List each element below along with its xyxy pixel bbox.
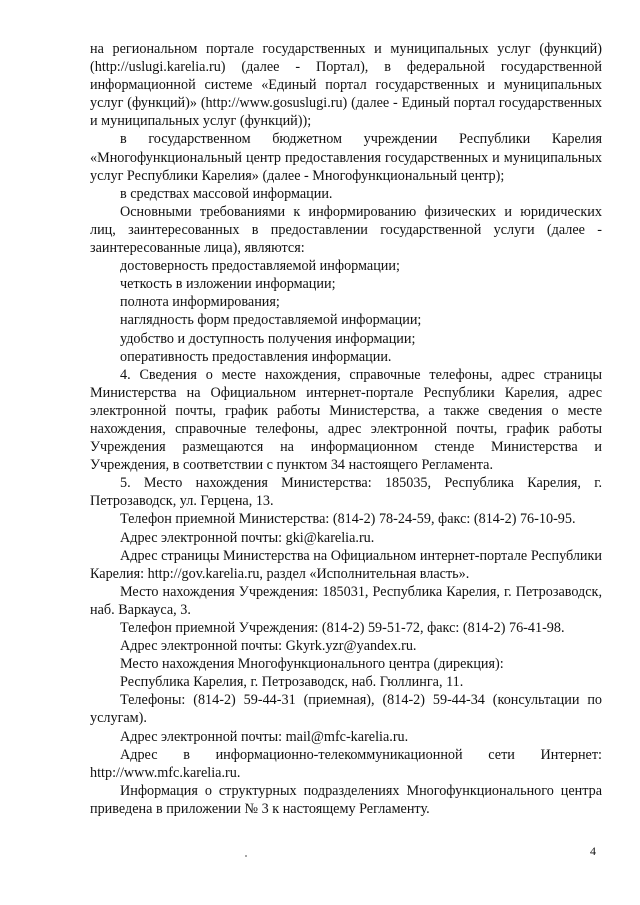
institution-location: Место нахождения Учреждения: 185031, Республика Карелия, г. Петрозаводск, наб. Варкауса, 3. [90,583,602,618]
mfc-address: Республика Карелия, г. Петрозаводск, наб. Гюллинга, 11. [120,674,464,691]
list-item: полнота информирования; [120,294,280,311]
paragraph-requirements: Основными требованиями к информированию физических и юридических лиц, заинтересованных в предоставлении государственной услуги (далее - заинтересованные лица), являются: [90,203,602,257]
paragraph-media: в средствах массовой информации. [120,185,333,202]
institution-email: Адрес электронной почты: Gkyrk.yzr@yandex.ru. [120,638,417,655]
ministry-phone: Телефон приемной Министерства: (814-2) 78-24-59, факс: (814-2) 76-10-95. [120,511,576,528]
mfc-structure-info: Информация о структурных подразделениях Многофункционального центра приведена в приложении № 3 к настоящему Регламенту. [90,782,602,817]
list-item: четкость в изложении информации; [120,276,336,293]
list-item: достоверность предоставляемой информации; [120,258,400,275]
paragraph-mfc: в государственном бюджетном учреждении Республики Карелия «Многофункциональный центр предоставления государственных и муниципальных услуг Республики Карелия» (далее - Многофункциональный центр); [90,131,602,184]
paragraph-5: 5. Место нахождения Министерства: 185035, Республика Карелия, г. Петрозаводск, ул. Герцена, 13. [90,475,602,510]
institution-phone: Телефон приемной Учреждения: (814-2) 59-51-72, факс: (814-2) 76-41-98. [120,620,565,636]
body-text [90,40,602,818]
list-item: удобство и доступность получения информации; [120,330,416,347]
mfc-email: Адрес электронной почты: mail@mfc-karelia.ru. [120,728,409,745]
list-item: оперативность предоставления информации. [120,348,392,365]
ministry-email: Адрес электронной почты: gki@karelia.ru. [120,529,375,546]
paragraph-portals: на региональном портале государственных и муниципальных услуг (функций) (http://uslugi.karelia.ru) (далее - Портал), в федеральной государственной информационной системе «Единый портал государственных и муниципальных услуг (функций)» (http://www.gosuslugi.ru) (далее - Единый портал государственных и муниципальных услуг (функций)); [90,41,602,130]
paragraph-4: 4. Сведения о месте нахождения, справочные телефоны, адрес страницы Министерства на Официальном интернет-портале Республики Карелия, адрес электронной почты, график работы Министерства, а также сведения о месте нахождения, справочные телефоны, адрес электронной почты, график работы Учреждения размещаются на информационном стенде Министерства и Учреждения, в соответствии с пунктом 34 настоящего Регламента. [90,366,602,474]
mfc-website: Адрес в информационно-телекоммуникационной сети Интернет: http://www.mfc.karelia.ru. [90,746,602,781]
list-item: наглядность форм предоставляемой информации; [120,312,422,329]
scan-speck [245,855,247,857]
mfc-location-heading: Место нахождения Многофункционального центра (дирекция): [120,656,504,673]
mfc-phones: Телефоны: (814-2) 59-44-31 (приемная), (814-2) 59-44-34 (консультации по услугам). [90,692,602,727]
ministry-webpage: Адрес страницы Министерства на Официальном интернет-портале Республики Карелия: http://gov.karelia.ru, раздел «Исполнительная власть». [90,547,602,582]
page-number: 4 [590,844,596,858]
